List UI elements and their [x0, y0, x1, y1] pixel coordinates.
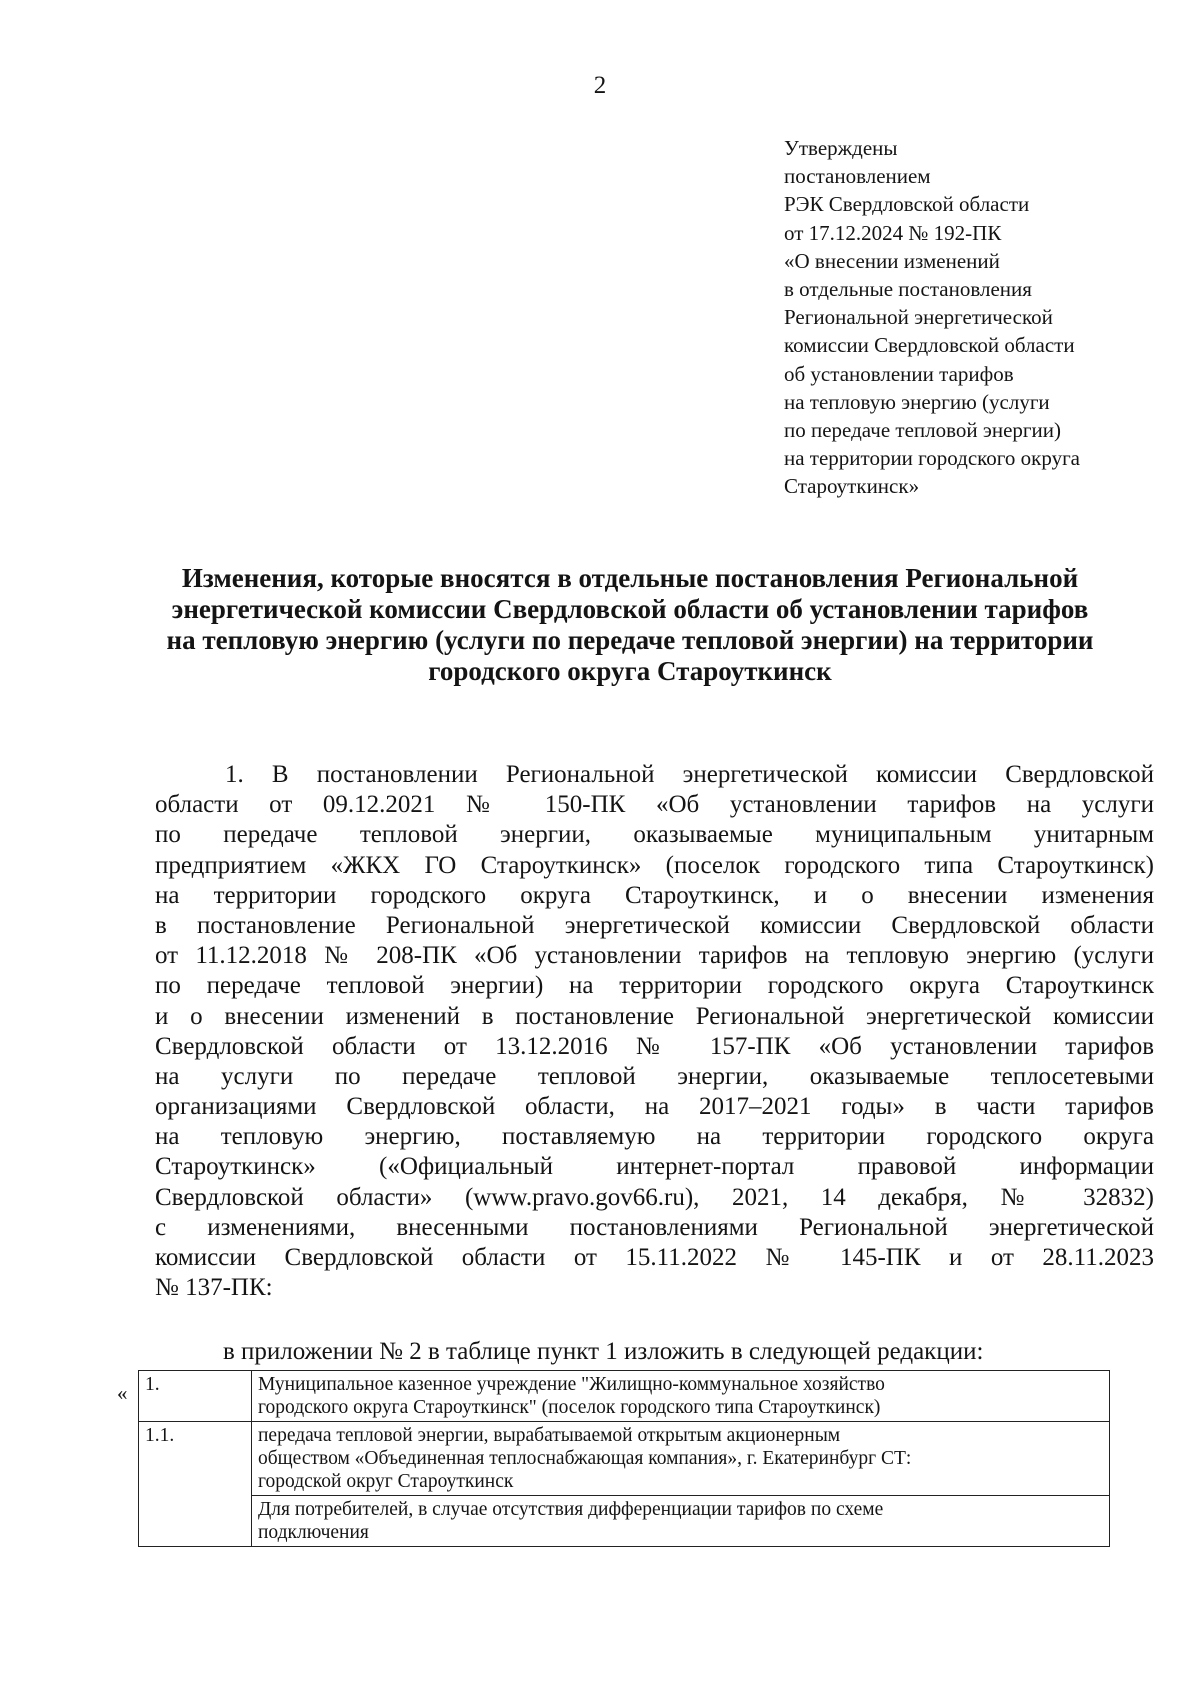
cell-line: Муниципальное казенное учреждение "Жилищно-коммунальное хозяйство	[258, 1374, 885, 1395]
paragraph-line: области от 09.12.2021 № 150-ПК «Об установлении тарифов на услуги	[155, 791, 1154, 819]
paragraph-line: Староуткинск» («Официальный интернет-портал правовой информации	[155, 1153, 1154, 1181]
approval-line: Утверждены	[784, 136, 898, 160]
cell-line: передача тепловой энергии, вырабатываемой открытым акционерным	[258, 1425, 841, 1446]
paragraph-line: организациями Свердловской области, на 2017–2021 годы» в части тарифов	[155, 1093, 1154, 1121]
opening-quote: «	[117, 1381, 128, 1405]
paragraph-line: на территории городского округа Староуткинск, и о внесении изменения	[155, 881, 1154, 909]
paragraph-line: по передаче тепловой энергии, оказываемые муниципальным унитарным	[155, 821, 1154, 849]
tariff-table	[138, 1370, 1110, 1547]
approval-line: по передаче тепловой энергии)	[784, 418, 1062, 443]
cell-line: городской округ Староуткинск	[258, 1471, 514, 1492]
row-description	[252, 1422, 1110, 1496]
paragraph-line: предприятием «ЖКХ ГО Староуткинск» (поселок городского типа Староуткинск)	[155, 851, 1154, 879]
approval-line: «О внесении изменений	[784, 248, 1000, 273]
page-number: 2	[593, 72, 607, 99]
approval-line: на тепловую энергию (услуги	[784, 389, 1050, 414]
row-description	[252, 1496, 1110, 1547]
paragraph-line: на тепловую энергию, поставляемую на территории городского округа	[155, 1123, 1154, 1151]
approval-line: в отдельные постановления	[784, 277, 1032, 302]
approval-block	[784, 134, 1184, 501]
paragraph-line: комиссии Свердловской области от 15.11.2022 № 145-ПК и от 28.11.2023	[155, 1244, 1154, 1271]
approval-line: комиссии Свердловской области	[784, 333, 1075, 358]
title-line: на тепловую энергию (услуги по передаче тепловой энергии) на территории	[166, 625, 1094, 655]
title-line: Изменения, которые вносятся в отдельные постановления Региональной	[181, 563, 1079, 593]
title-line: энергетической комиссии Свердловской области об установлении тарифов	[171, 594, 1089, 624]
row-number: 1.1.	[139, 1422, 252, 1547]
paragraph-line: и о внесении изменений в постановление Региональной энергетической комиссии	[155, 1002, 1154, 1030]
body-paragraph	[155, 760, 1154, 1303]
paragraph-line: № 137-ПК:	[155, 1274, 273, 1302]
approval-line: постановлением	[784, 164, 931, 189]
approval-line: от 17.12.2024 № 192-ПК	[784, 220, 1002, 245]
approval-line: на территории городского округа	[784, 446, 1080, 471]
instruction-line: в приложении № 2 в таблице пункт 1 изложить в следующей редакции:	[223, 1338, 984, 1365]
paragraph-line: Свердловской области от 13.12.2016 № 157-ПК «Об установлении тарифов	[155, 1032, 1154, 1060]
approval-line: Региональной энергетической	[784, 305, 1053, 330]
table-row	[139, 1496, 1110, 1547]
paragraph-line: от 11.12.2018 № 208-ПК «Об установлении тарифов на тепловую энергию (услуги	[155, 942, 1154, 970]
approval-line: об установлении тарифов	[784, 361, 1014, 386]
table-row	[139, 1371, 1110, 1422]
cell-line: подключения	[258, 1522, 369, 1543]
paragraph-line: Свердловской области» (www.pravo.gov66.ru), 2021, 14 декабря, № 32832)	[155, 1183, 1154, 1211]
paragraph-line: 1. В постановлении Региональной энергетической комиссии Свердловской	[225, 761, 1154, 788]
paragraph-line: на услуги по передаче тепловой энергии, оказываемые теплосетевыми	[155, 1062, 1154, 1090]
paragraph-line: в постановление Региональной энергетической комиссии Свердловской области	[155, 911, 1154, 939]
row-number: 1.	[139, 1371, 252, 1422]
cell-line: Для потребителей, в случае отсутствия дифференциации тарифов по схеме	[258, 1499, 884, 1520]
approval-line: РЭК Свердловской области	[784, 192, 1030, 217]
paragraph-line: с изменениями, внесенными постановлениями Региональной энергетической	[155, 1213, 1154, 1241]
row-description	[252, 1371, 1110, 1422]
document-title	[130, 563, 1130, 687]
approval-line: Староуткинск»	[784, 474, 920, 499]
cell-line: обществом «Объединенная теплоснабжающая компания», г. Екатеринбург СТ:	[258, 1448, 912, 1469]
cell-line: городского округа Староуткинск" (поселок городского типа Староуткинск)	[258, 1397, 881, 1418]
title-line: городского округа Староуткинск	[428, 656, 832, 686]
paragraph-line: по передаче тепловой энергии) на территории городского округа Староуткинск	[155, 972, 1154, 1000]
table-row	[139, 1422, 1110, 1496]
